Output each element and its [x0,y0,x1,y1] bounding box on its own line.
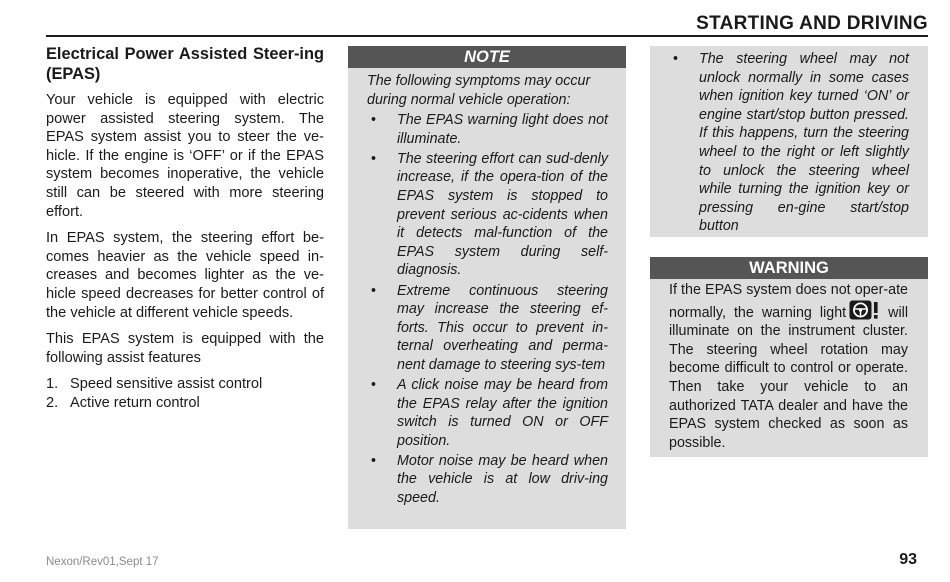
list-item-text: Speed sensitive assist control [70,376,263,393]
list-item-text: Extreme continuous steering may increase the steering ef-forts. This occur to prevent in-ternal overheating and perma-nent damage to steering sys-tem [397,282,608,373]
section-title: STARTING AND DRIVING [696,13,928,34]
list-item-text: A click noise may be heard from the EPAS relay after the ignition switch is turned ON or OFF position. [397,377,608,449]
list-item [367,452,608,508]
header-rule [46,35,928,37]
paragraph: In EPAS system, the steering effort be-comes heavier as the vehicle speed in-creases and becomes lighter as the ve-hicle speed decreases for better control of the vehicle at different vehicle speeds. [46,230,324,321]
warning-text-end: will illuminate on the instrument cluster. The steering wheel rotation may become difficult to control or operate. Then take your vehicle to an authorized TATA dealer and have the EPAS system checked as soon as possible. [669,304,908,451]
warning-text-start: If the EPAS system does not oper-ate normally, the warning light [669,282,908,321]
bullet-icon: • [371,377,377,393]
note-title: NOTE [348,46,626,68]
feature-list [46,375,324,412]
epas-heading: Electrical Power Assisted Steer-ing (EPAS) [46,45,324,83]
list-item [46,375,324,394]
note-box [348,46,626,529]
list-item-text: The steering effort can sud-denly increase, if the opera-tion of the EPAS system is stopped to prevent serious ac-cidents when it detects mal-function of the EPAS system during self-diagnosis. [397,150,608,279]
list-item-text: The EPAS warning light does not illuminate. [397,112,608,147]
list-item [46,394,324,413]
document-reference: Nexon/Rev01,Sept 17 [46,556,159,568]
note-continued-box [650,46,928,237]
note-continued-list [650,46,928,236]
bullet-icon: • [371,150,377,167]
paragraph: This EPAS system is equipped with the following assist features [46,331,324,366]
list-item [367,282,608,375]
warning-title: WARNING [650,257,928,279]
bullet-icon: • [371,452,377,469]
page-number: 93 [899,551,917,568]
list-item [367,376,608,450]
bullet-icon: • [673,51,679,67]
list-number: 1. [46,376,59,393]
list-item-text: Active return control [70,394,200,411]
bullet-icon: • [371,112,377,129]
list-number: 2. [46,394,59,411]
left-column [46,44,324,413]
note-bullet-list [367,111,608,507]
warning-text [650,279,928,452]
paragraph: Your vehicle is equipped with electric power assisted steering system. The EPAS system assist you to steer the ve-hicle. If the engine is ‘OFF’ or if the EPAS system becomes inoperative, the vehicle still can be steered with more steering effort. [46,92,324,220]
bullet-icon: • [371,282,377,299]
note-intro: The following symptoms may occur during normal vehicle operation: [367,73,591,108]
list-item [367,111,608,148]
epas-warning-light-icon [849,300,880,320]
list-item-text: The steering wheel may not unlock normally in some cases when ignition key turned ‘ON’ or engine start/stop button pressed. If this happens, turn the steering wheel to the right or left slightly to unlock the steering wheel while turning the ignition key or pressing en-gine start/stop button [699,51,909,235]
warning-box [650,257,928,457]
list-item [669,50,909,236]
list-item-text: Motor noise may be heard when the vehicle is at low driv-ing speed. [397,452,608,507]
list-item [367,150,608,280]
